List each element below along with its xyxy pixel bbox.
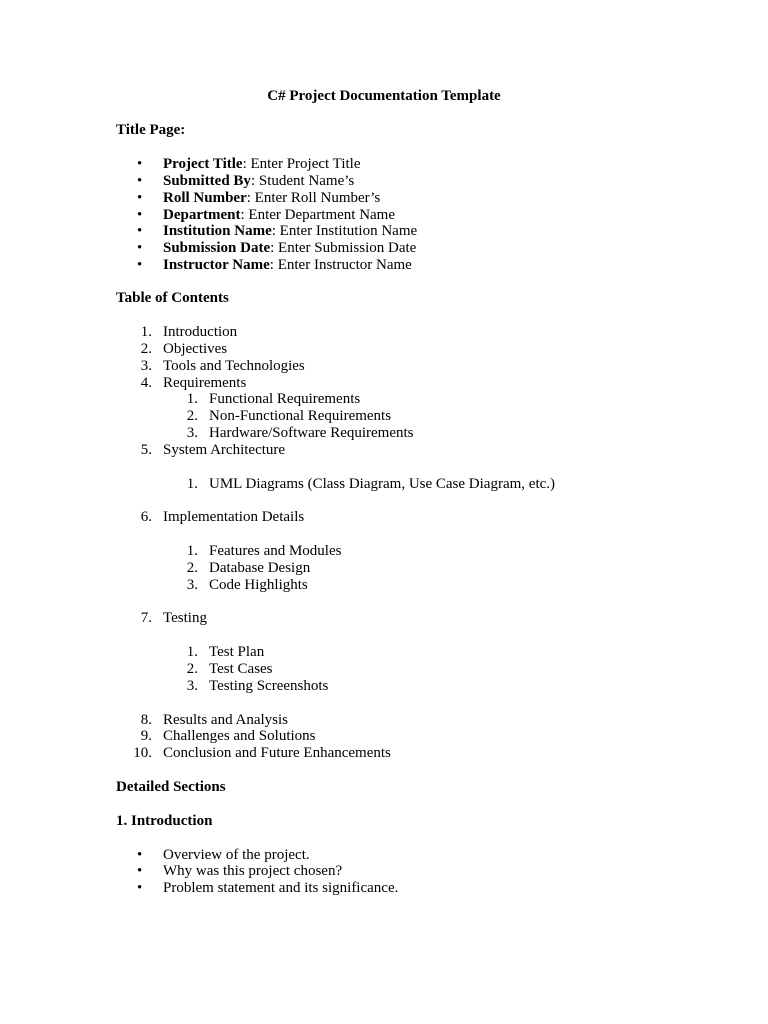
toc-subnumber: 2.: [186, 408, 198, 424]
toc-subitem: Test Plan: [209, 644, 265, 660]
field-label: Instructor Name: [163, 257, 270, 273]
field-label: Department: [163, 207, 241, 223]
toc-number: 9.: [140, 728, 152, 744]
toc-number: 8.: [140, 712, 152, 728]
toc-subitem: UML Diagrams (Class Diagram, Use Case Diagram, etc.): [209, 476, 556, 492]
toc-subitem: Hardware/Software Requirements: [209, 425, 414, 441]
toc-number: 10.: [133, 745, 152, 761]
field-value: : Student Name’s: [250, 173, 355, 189]
toc-subnumber: 3.: [186, 425, 198, 441]
field-label: Submitted By: [163, 173, 251, 189]
toc-number: 4.: [140, 375, 152, 391]
bullet-icon: •: [137, 240, 143, 256]
bullet-icon: •: [137, 207, 143, 223]
bullet-icon: •: [137, 257, 143, 273]
toc-subnumber: 2.: [186, 560, 198, 576]
toc-subitem: Testing Screenshots: [209, 678, 329, 694]
toc-subnumber: 1.: [186, 391, 198, 407]
bullet-icon: •: [137, 863, 143, 879]
field-value: : Enter Submission Date: [270, 240, 417, 256]
document-title: C# Project Documentation Template: [267, 88, 501, 104]
list-item-text: Overview of the project.: [163, 847, 310, 863]
toc-item: Testing: [163, 610, 207, 626]
toc-subitem: Database Design: [209, 560, 311, 576]
toc-item: Challenges and Solutions: [163, 728, 316, 744]
field-label: Institution Name: [163, 223, 272, 239]
field-value: : Enter Project Title: [242, 156, 361, 172]
toc-number: 6.: [140, 509, 152, 525]
bullet-icon: •: [137, 880, 143, 896]
toc-item: System Architecture: [163, 442, 286, 458]
toc-number: 3.: [140, 358, 152, 374]
list-item-text: Why was this project chosen?: [163, 863, 343, 879]
bullet-icon: •: [137, 847, 143, 863]
toc-subnumber: 3.: [186, 678, 198, 694]
toc-subitem: Test Cases: [209, 661, 273, 677]
toc-number: 1.: [140, 324, 152, 340]
toc-subnumber: 2.: [186, 661, 198, 677]
field-label: Roll Number: [163, 190, 247, 206]
toc-number: 7.: [140, 610, 152, 626]
toc-heading: Table of Contents: [116, 290, 229, 306]
toc-subnumber: 3.: [186, 577, 198, 593]
toc-item: Results and Analysis: [163, 712, 289, 728]
list-item-text: Problem statement and its significance.: [163, 880, 399, 896]
field-label: Submission Date: [163, 240, 271, 256]
toc-number: 2.: [140, 341, 152, 357]
bullet-icon: •: [137, 156, 143, 172]
bullet-icon: •: [137, 173, 143, 189]
toc-item: Conclusion and Future Enhancements: [163, 745, 391, 761]
detailed-sections-heading: Detailed Sections: [116, 779, 226, 795]
toc-item: Introduction: [163, 324, 238, 340]
field-value: : Enter Institution Name: [271, 223, 418, 239]
field-value: : Enter Department Name: [240, 207, 396, 223]
toc-item: Tools and Technologies: [163, 358, 305, 374]
toc-item: Requirements: [163, 375, 247, 391]
bullet-icon: •: [137, 190, 143, 206]
title-page-heading: Title Page:: [116, 122, 186, 138]
introduction-heading: 1. Introduction: [116, 813, 213, 829]
toc-subnumber: 1.: [186, 644, 198, 660]
toc-subnumber: 1.: [186, 543, 198, 559]
field-label: Project Title: [163, 156, 243, 172]
toc-item: Implementation Details: [163, 509, 305, 525]
toc-subitem: Functional Requirements: [209, 391, 361, 407]
bullet-icon: •: [137, 223, 143, 239]
toc-subnumber: 1.: [186, 476, 198, 492]
field-value: : Enter Roll Number’s: [246, 190, 381, 206]
toc-subitem: Code Highlights: [209, 577, 308, 593]
toc-subitem: Non-Functional Requirements: [209, 408, 392, 424]
toc-number: 5.: [140, 442, 152, 458]
toc-subitem: Features and Modules: [209, 543, 342, 559]
toc-item: Objectives: [163, 341, 228, 357]
field-value: : Enter Instructor Name: [269, 257, 412, 273]
